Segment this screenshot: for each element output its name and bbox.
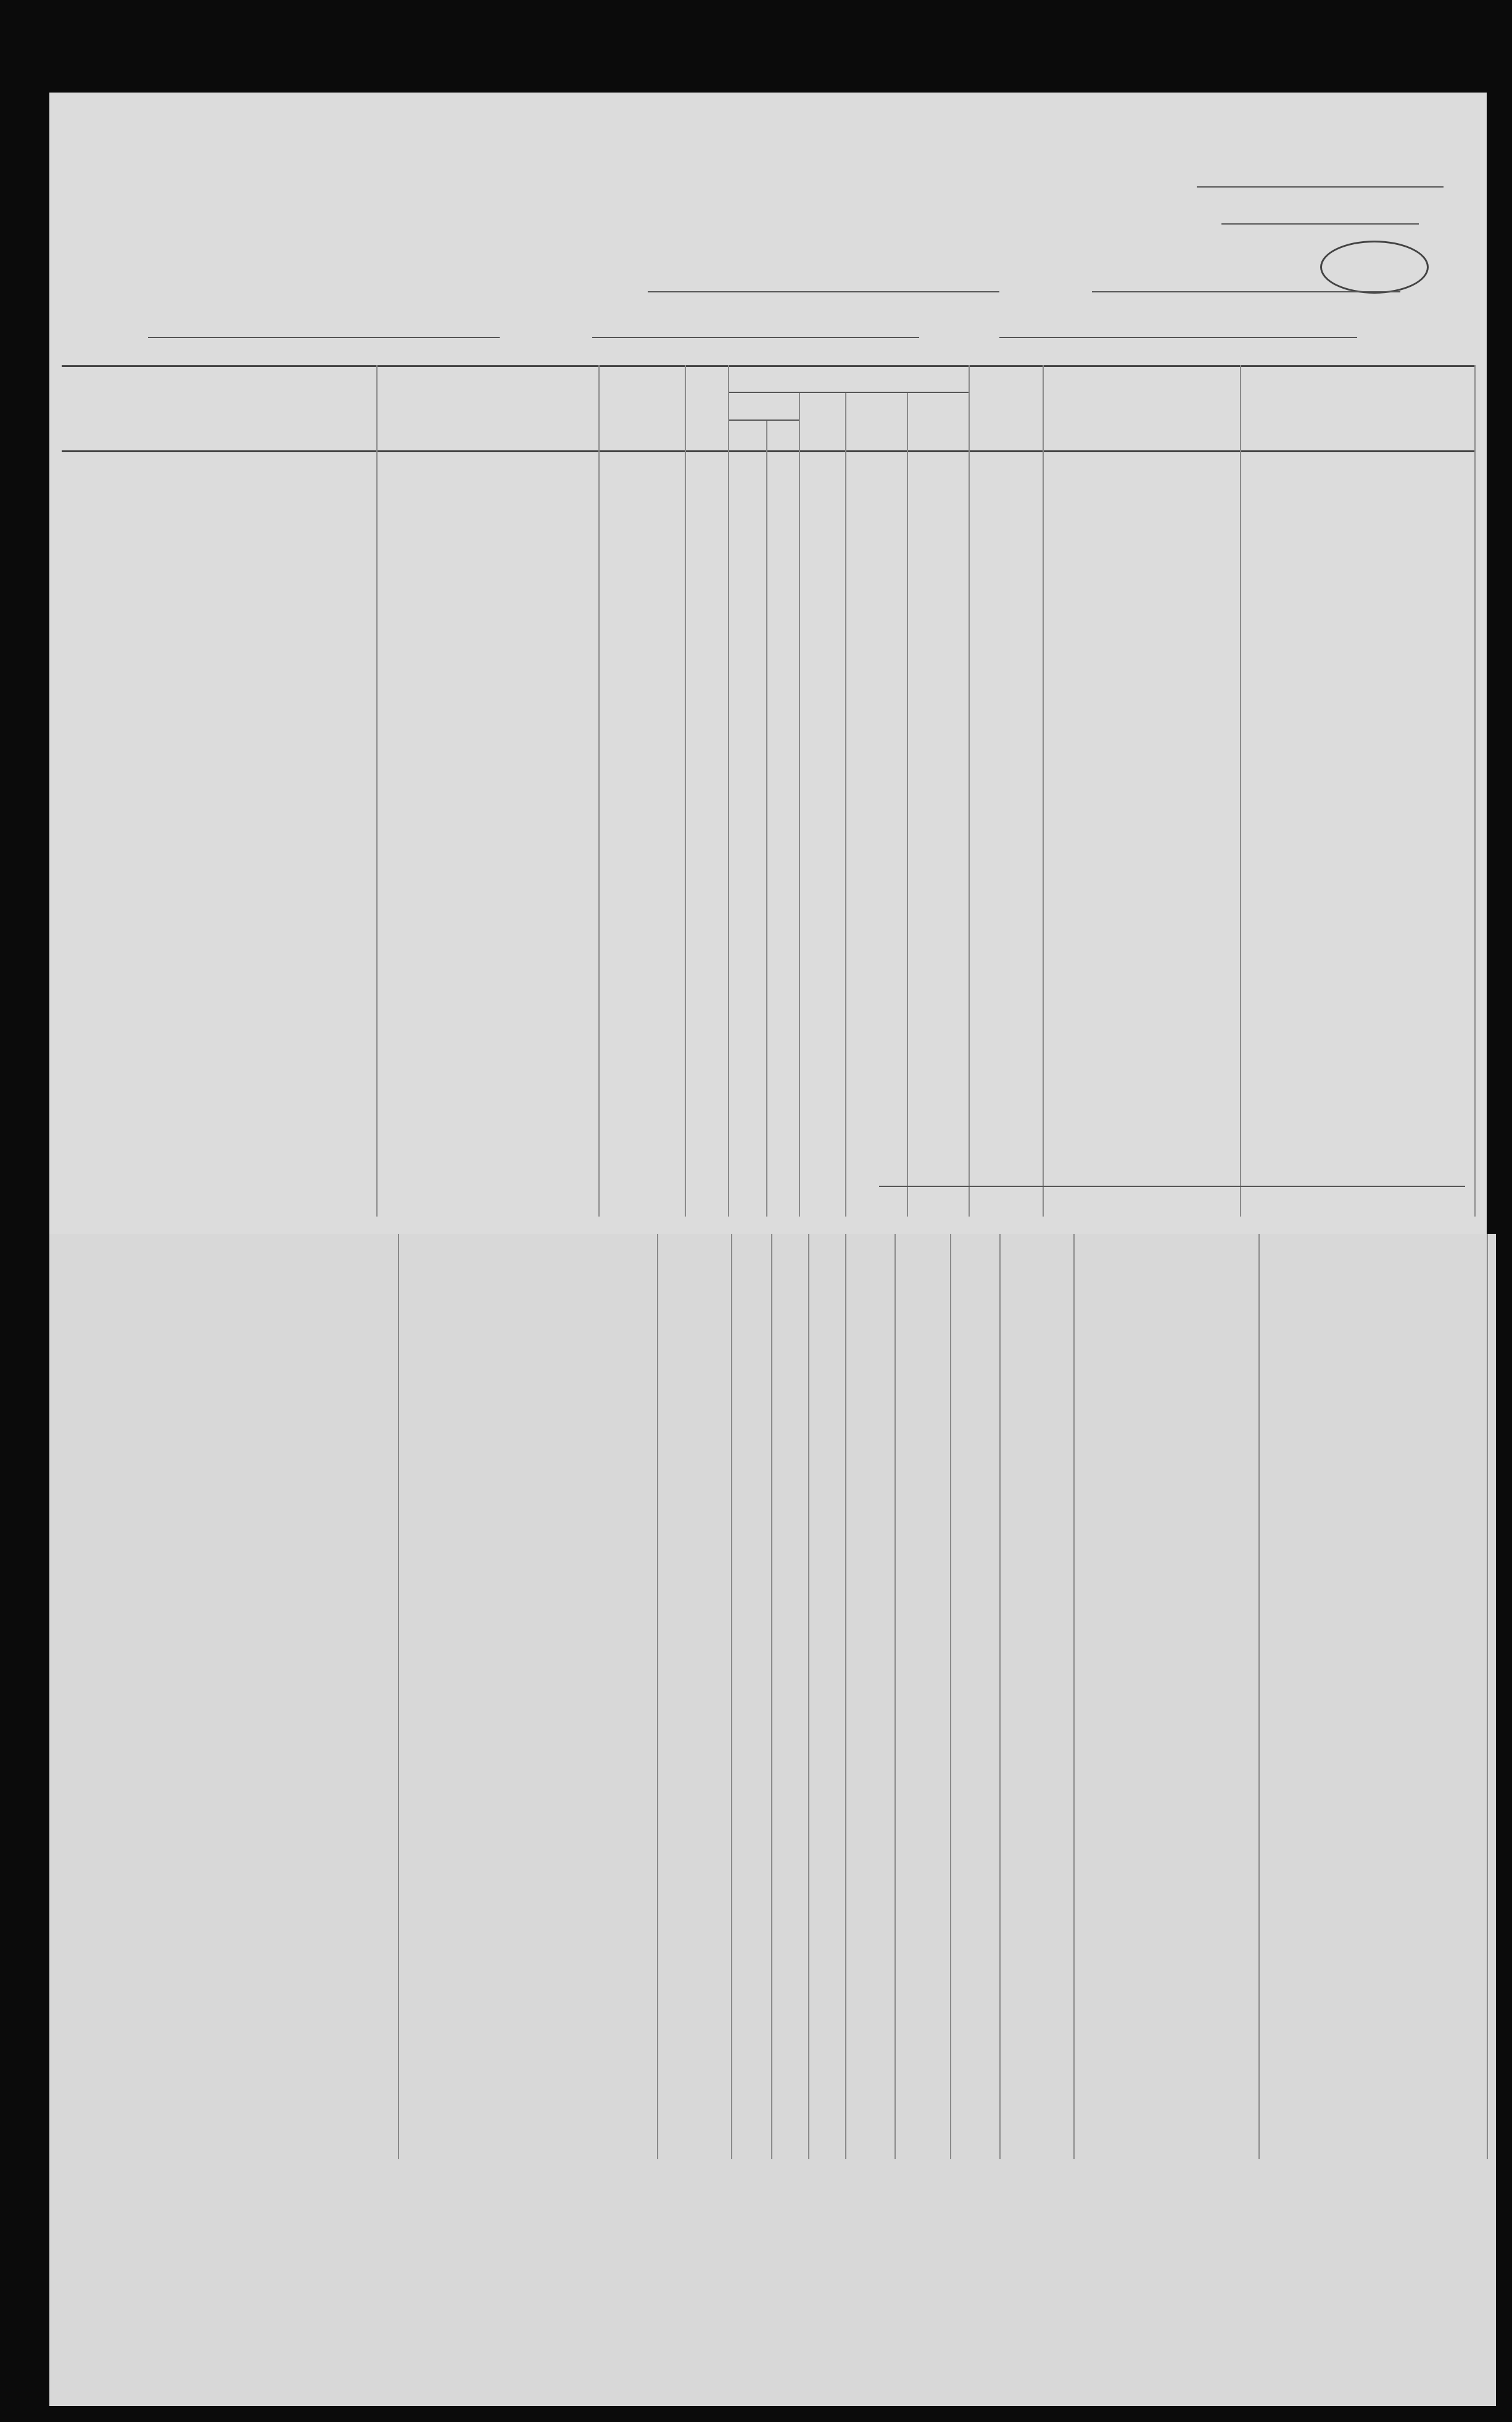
crew-list-sheet [49, 93, 1487, 1234]
stamp [1320, 241, 1429, 294]
crew-list-continuation [49, 1234, 1496, 2406]
